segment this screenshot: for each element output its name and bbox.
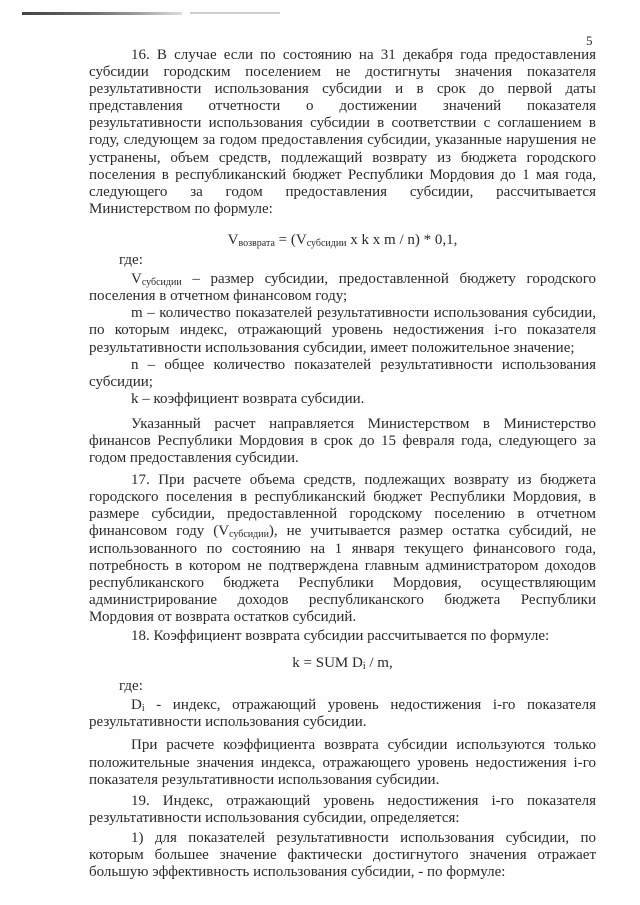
p17-part-a: 17. При расчете объема средств, подлежащих возврату из бюджета городского поселения в республиканский бюджет Республики Мордовия, в размере субсидии, предоставленной городскому поселению в отчетном финансовом году (V — [89, 472, 596, 540]
definition-m: m – количество показателей результативности использования субсидии, по которым индекс, отражающий уровень недостижения i-го показателя результативности использования субсидии, имеет положительное значение; — [89, 305, 596, 356]
def-v-symbol: V — [131, 271, 142, 288]
where-label-1: где: — [119, 252, 143, 269]
definition-n: n – общее количество показателей результативности использования субсидии; — [89, 356, 596, 390]
p17-sub: субсидии — [229, 529, 269, 541]
formula-sub-refund: возврата — [238, 237, 275, 249]
definition-k: k – коэффициент возврата субсидии. — [131, 390, 365, 407]
paragraph-calculation: Указанный расчет направляется Министерством в Министерство финансов Республики Мордовия в срок до 15 февраля года, следующего за годом предоставления субсидии. — [89, 415, 596, 467]
formula-coefficient — [89, 655, 596, 672]
formula-rest: x k x m / n) * 0,1, — [346, 231, 458, 248]
def-di-sub: i — [141, 703, 145, 715]
p17-part-b: ), не учитывается размер остатка субсидий, не использованного по состоянию на 1 января текущего финансового года, потребность в котором не подтверждена главным администратором доходов республиканского бюджета Республики Мордовия, осуществляющим администрирование доходов республиканского бюджета Республики Мордовия от возврата остатков субсидий. — [89, 523, 596, 625]
definition-di — [89, 697, 596, 731]
paragraph-19-1: 1) для показателей результативности использования субсидии, по которым большее значение фактически достигнутого значения отражает большую эффективность использования субсидии, - по формуле: — [89, 829, 596, 881]
document-body — [89, 47, 596, 881]
page-number: 5 — [586, 33, 593, 48]
formula-sub-subsidy: субсидии — [306, 237, 347, 249]
scan-artifact — [22, 12, 182, 15]
paragraph-19: 19. Индекс, отражающий уровень недостижения i-го показателя результативности использования субсидии, определяется: — [89, 792, 596, 826]
formula2-a: k = SUM D — [292, 655, 363, 672]
paragraph-18: 18. Коэффициент возврата субсидии рассчитывается по формуле: — [131, 628, 550, 644]
formula-refund-volume — [89, 232, 596, 249]
definition-v-subsidy — [89, 271, 596, 305]
def-di-text: - индекс, отражающий уровень недостижения i-го показателя результативности использования субсидии. — [89, 697, 596, 731]
def-di-symbol: D — [131, 697, 142, 714]
where-label-2: где: — [119, 678, 143, 695]
paragraph-positive-values: При расчете коэффициента возврата субсидии используются только положительные значения индекса, отражающего уровень недостижения i-го показателя результативности использования субсидии. — [89, 737, 596, 788]
scan-artifact-faint — [190, 12, 280, 14]
paragraph-16: 16. В случае если по состоянию на 31 декабря года предоставления субсидии городским поселением не достигнуты значения показателя результативности использования субсидии и в срок до первой даты представления отчетности о достижении значений показателя результативности использования субсидии в соответствии с соглашением в году, следующем за годом предоставления субсидии, указанные нарушения не устранены, объем средств, подлежащий возврату из бюджета городского поселения в республиканский бюджет Республики Мордовия до 1 мая года, следующего за годом предоставления субсидии, рассчитывается Министерством по формуле: — [89, 47, 596, 217]
paragraph-17 — [89, 472, 596, 626]
formula2-sub: i — [362, 661, 366, 673]
def-v-sub: субсидии — [141, 277, 182, 289]
formula-eq: = (V — [274, 231, 307, 248]
formula2-b: / m, — [365, 655, 393, 672]
def-v-text: – размер субсидии, предоставленной бюджету городского поселения в отчетном финансовом году; — [89, 271, 596, 305]
formula-v: V — [227, 231, 239, 248]
